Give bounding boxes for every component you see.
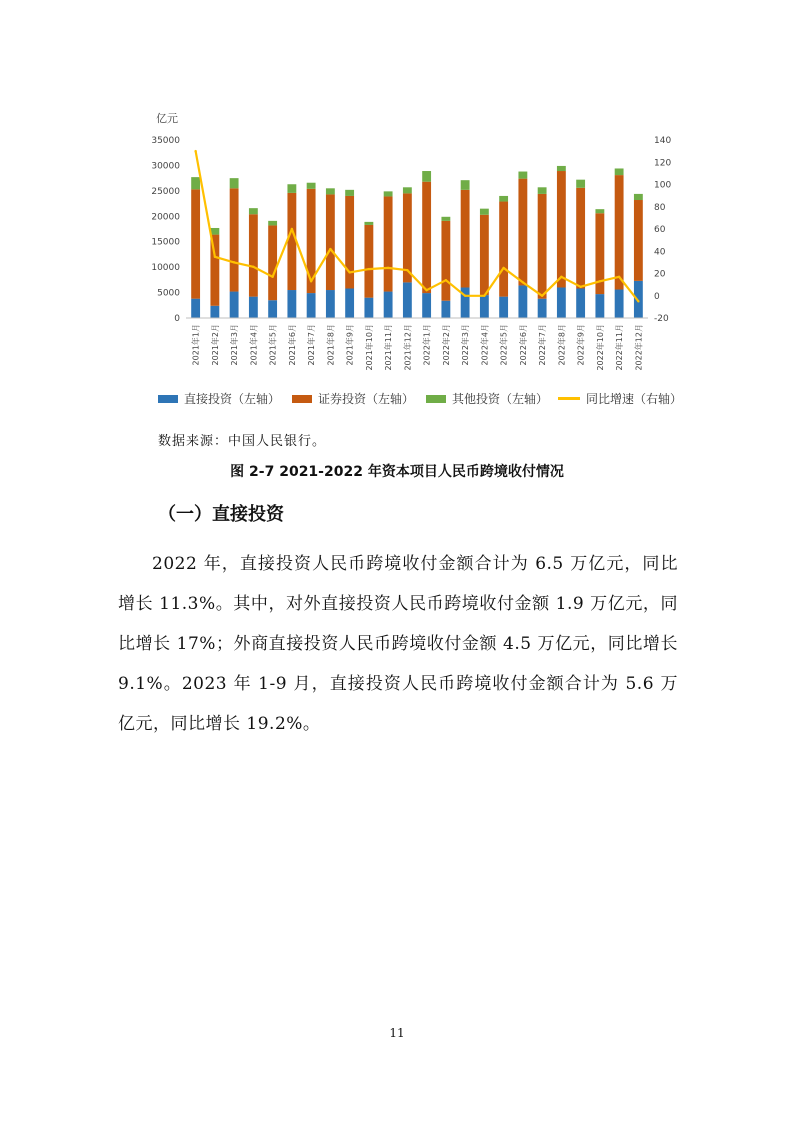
y-tick-label: 20000 [151, 212, 180, 223]
line-point [579, 286, 581, 288]
bar-other [268, 221, 277, 226]
bar-other [480, 209, 489, 215]
bar-direct [634, 281, 643, 318]
bar-direct [480, 295, 489, 318]
bar-direct [518, 285, 527, 318]
x-tick-label: 2021年8月 [326, 324, 336, 366]
bar-direct [499, 297, 508, 318]
legend-item-other [426, 390, 548, 407]
line-point [445, 279, 447, 281]
page-number: 11 [389, 1026, 405, 1040]
line-point [252, 266, 254, 268]
line-point [368, 268, 370, 270]
bar-direct [230, 292, 239, 318]
x-tick-label: 2022年7月 [538, 324, 548, 366]
legend-swatch [158, 395, 178, 403]
line-point [483, 295, 485, 297]
y2-tick-label: 100 [654, 180, 672, 191]
bar-other [326, 188, 335, 194]
bar-securities [576, 188, 585, 289]
bar-other [461, 180, 470, 190]
x-tick-label: 2021年2月 [210, 324, 220, 366]
bar-direct [576, 289, 585, 318]
bar-securities [345, 196, 354, 289]
bar-securities [499, 202, 508, 297]
line-point [464, 295, 466, 297]
legend-label: 其他投资（左轴） [452, 392, 549, 406]
chart-legend [158, 390, 698, 410]
y2-tick-label: 40 [654, 247, 666, 258]
bar-securities [268, 225, 277, 300]
bar-direct [326, 290, 335, 318]
line-point [406, 269, 408, 271]
line-point [233, 261, 235, 263]
legend-item-securities [292, 390, 414, 407]
line-growth [196, 151, 639, 301]
y2-tick-label: 60 [654, 225, 666, 235]
bar-securities [461, 190, 470, 288]
bar-securities [287, 193, 296, 290]
y-tick-label: 35000 [151, 136, 180, 146]
line-point [387, 267, 389, 269]
x-tick-label: 2021年4月 [249, 324, 259, 366]
line-point [618, 276, 620, 278]
bar-other [287, 184, 296, 193]
bar-other [191, 177, 200, 189]
bar-direct [287, 290, 296, 318]
bar-other [441, 217, 450, 221]
y-tick-label: 5000 [157, 288, 180, 299]
section-heading: （一）直接投资 [158, 504, 284, 525]
bar-other [615, 168, 624, 175]
bar-securities [615, 175, 624, 289]
line-point [310, 280, 312, 282]
x-tick-label: 2021年9月 [345, 324, 355, 366]
bar-securities [249, 214, 258, 296]
legend-label: 证券投资（左轴） [318, 392, 415, 406]
bar-other [634, 194, 643, 200]
y-axis-label: 亿元 [156, 112, 178, 125]
bar-direct [364, 298, 373, 318]
bar-securities [441, 221, 450, 301]
bar-direct [384, 292, 393, 318]
line-point [291, 228, 293, 230]
x-tick-label: 2021年11月 [384, 324, 394, 371]
bar-direct [307, 293, 316, 318]
y2-tick-label: 80 [654, 202, 666, 213]
y2-tick-label: -20 [654, 314, 669, 324]
x-tick-label: 2021年10月 [364, 324, 374, 371]
x-tick-label: 2021年5月 [268, 324, 278, 366]
bar-other [249, 208, 258, 214]
legend-label: 直接投资（左轴） [184, 392, 281, 406]
x-tick-label: 2022年2月 [441, 324, 451, 366]
line-point [560, 276, 562, 278]
bar-direct [268, 300, 277, 318]
line-point [425, 289, 427, 291]
line-point [502, 267, 504, 269]
bar-other [576, 180, 585, 188]
bar-securities [422, 182, 431, 293]
data-source: 数据来源：中国人民银行。 [158, 434, 327, 449]
y2-tick-label: 20 [654, 269, 666, 280]
bar-securities [230, 188, 239, 291]
line-point [194, 150, 196, 152]
line-point [541, 295, 543, 297]
bar-direct [538, 299, 547, 318]
y2-tick-label: 140 [654, 136, 672, 146]
bar-securities [384, 196, 393, 291]
bar-direct [615, 290, 624, 318]
x-tick-label: 2021年7月 [307, 324, 317, 366]
line-point [329, 248, 331, 250]
bar-securities [480, 215, 489, 295]
bar-other [230, 178, 239, 188]
x-tick-label: 2022年8月 [557, 324, 567, 366]
bar-direct [191, 299, 200, 318]
bar-securities [557, 171, 566, 287]
legend-item-growth [558, 390, 682, 407]
y-tick-label: 15000 [151, 237, 180, 248]
bar-direct [557, 287, 566, 318]
bar-other [499, 196, 508, 202]
x-tick-label: 2022年4月 [480, 324, 490, 366]
line-point [348, 271, 350, 273]
line-point [637, 300, 639, 302]
x-tick-label: 2022年9月 [576, 324, 586, 366]
bar-direct [345, 289, 354, 318]
bar-other [384, 191, 393, 196]
x-tick-label: 2022年5月 [499, 324, 509, 366]
bar-securities [518, 179, 527, 286]
x-tick-label: 2022年12月 [634, 324, 644, 371]
y-tick-label: 0 [174, 314, 180, 324]
x-tick-label: 2022年6月 [518, 324, 528, 366]
bar-direct [441, 301, 450, 318]
bar-direct [595, 294, 604, 318]
x-tick-label: 2022年11月 [615, 324, 625, 371]
y-tick-label: 10000 [151, 263, 180, 274]
bar-securities [364, 225, 373, 298]
legend-swatch [426, 395, 446, 403]
bar-other [403, 187, 412, 193]
chart-svg [150, 100, 690, 390]
x-tick-label: 2022年3月 [461, 324, 471, 366]
bar-direct [249, 297, 258, 318]
bar-securities [538, 194, 547, 299]
bar-other [538, 187, 547, 194]
bar-direct [422, 293, 431, 318]
bar-other [307, 183, 316, 189]
bar-other [557, 166, 566, 171]
bar-other [364, 222, 373, 225]
x-tick-label: 2022年1月 [422, 324, 432, 366]
x-tick-label: 2021年1月 [191, 324, 201, 366]
bar-other [518, 172, 527, 179]
chart [150, 100, 690, 420]
bar-securities [326, 194, 335, 290]
line-point [599, 280, 601, 282]
x-tick-label: 2021年3月 [230, 324, 240, 366]
bar-other [345, 190, 354, 196]
bar-direct [210, 306, 219, 318]
y2-tick-label: 120 [654, 158, 672, 169]
line-point [271, 276, 273, 278]
bar-other [595, 209, 604, 213]
legend-swatch [292, 395, 312, 403]
body-paragraph: 2022 年，直接投资人民币跨境收付金额合计为 6.5 万亿元，同比增长 11.3%。其中，对外直接投资人民币跨境收付金额 1.9 万亿元，同比增长 17%；外商直接投资人民币跨境收付金额 4.5 万亿元，同比增长 9.1%。2023 年 1-9 月，直接投资人民币跨境收付金额合计为 5.6 万亿元，同比增长 19.2%。 [118, 554, 678, 734]
y-tick-label: 25000 [151, 186, 180, 197]
line-point [214, 256, 216, 258]
figure-caption: 图 2-7 2021-2022 年资本项目人民币跨境收付情况 [230, 464, 564, 480]
bar-securities [191, 189, 200, 298]
line-point [522, 281, 524, 283]
x-tick-label: 2021年12月 [403, 324, 413, 371]
bar-securities [634, 200, 643, 281]
legend-swatch-line [558, 397, 580, 400]
bar-direct [403, 282, 412, 318]
x-tick-label: 2021年6月 [287, 324, 297, 366]
legend-item-direct [158, 390, 280, 407]
bar-other [422, 171, 431, 182]
legend-label: 同比增速（右轴） [586, 392, 683, 406]
x-tick-label: 2022年10月 [595, 324, 605, 371]
y-tick-label: 30000 [151, 161, 180, 172]
y2-tick-label: 0 [654, 291, 660, 302]
